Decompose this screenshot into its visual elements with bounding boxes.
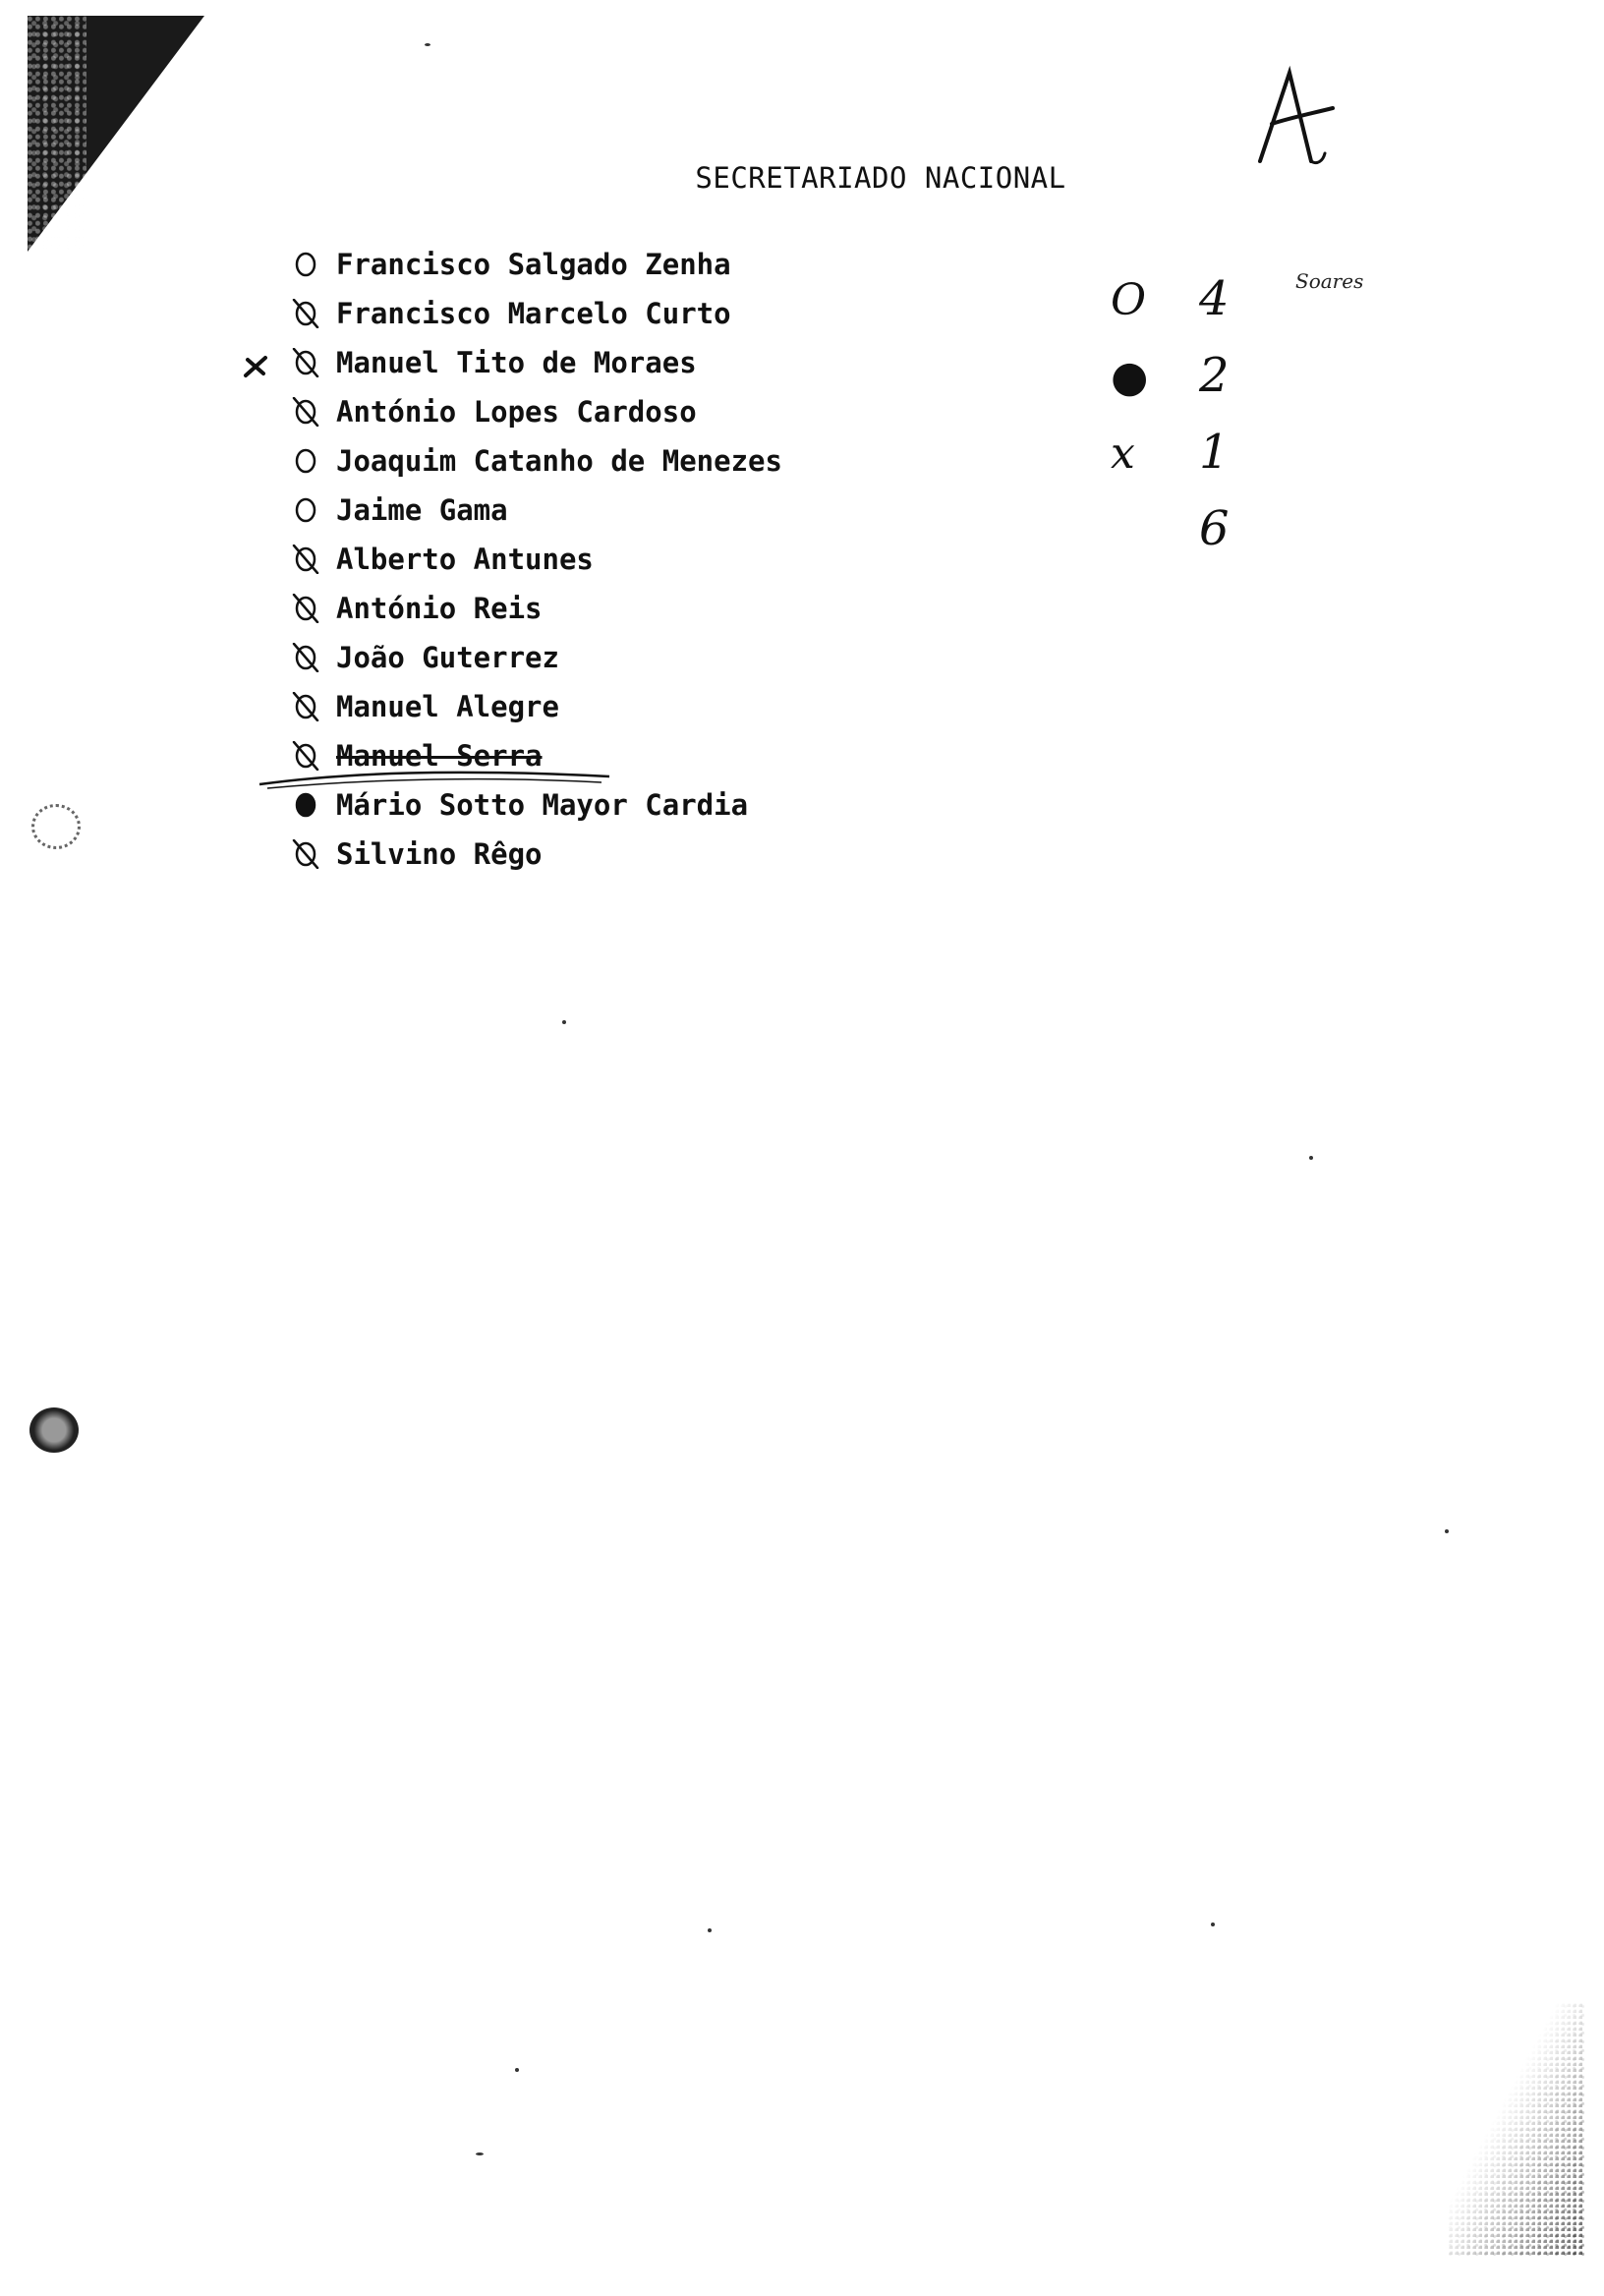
circle-mark-icon — [291, 446, 320, 476]
member-row — [285, 240, 782, 289]
member-name: António Lopes Cardoso — [336, 395, 697, 429]
member-row — [285, 289, 782, 338]
slashed-circle-mark-icon — [291, 545, 320, 574]
slashed-circle-mark-icon — [291, 397, 320, 427]
member-row — [285, 436, 782, 486]
member-row — [285, 830, 782, 879]
tally-symbol: x — [1111, 429, 1135, 479]
punch-hole-bottom — [29, 1407, 79, 1453]
scan-speck — [476, 2152, 484, 2155]
member-name: Francisco Marcelo Curto — [336, 297, 731, 330]
handwritten-note: Soares — [1295, 269, 1364, 293]
document-title: SECRETARIADO NACIONAL — [695, 161, 1066, 195]
member-row — [285, 535, 782, 584]
scan-speck — [1211, 1923, 1215, 1926]
tally-symbol: ● — [1111, 352, 1149, 402]
tally-count: 6 — [1199, 501, 1230, 556]
slashed-circle-mark-icon — [291, 594, 320, 623]
member-row — [285, 486, 782, 535]
tally-count: 2 — [1199, 348, 1230, 403]
scan-corner-noise — [1447, 2001, 1584, 2257]
handwritten-letter-a — [1250, 63, 1339, 171]
tally-count: 1 — [1199, 425, 1230, 480]
member-name: Mário Sotto Mayor Cardia — [336, 788, 749, 822]
circle-mark-icon — [291, 495, 320, 525]
member-name: Silvino Rêgo — [336, 837, 543, 871]
member-name: Francisco Salgado Zenha — [336, 248, 731, 281]
member-name: Manuel Tito de Moraes — [336, 346, 697, 379]
member-row — [285, 682, 782, 731]
slashed-circle-mark-icon — [291, 692, 320, 721]
member-name: António Reis — [336, 592, 543, 625]
handwritten-tally — [1081, 265, 1415, 570]
member-name: Manuel Alegre — [336, 690, 559, 723]
slashed-circle-mark-icon — [291, 839, 320, 869]
scan-speck — [425, 43, 430, 46]
slashed-circle-mark-icon — [291, 643, 320, 672]
scan-speck — [562, 1020, 566, 1024]
tally-symbol: O — [1111, 275, 1147, 325]
member-name: Joaquim Catanho de Menezes — [336, 444, 782, 478]
filled-circle-mark-icon — [291, 790, 320, 820]
circle-mark-icon — [291, 250, 320, 279]
scan-speck — [515, 2068, 519, 2072]
scan-speck — [1445, 1529, 1449, 1533]
slashed-circle-mark-icon — [291, 299, 320, 328]
member-name: Alberto Antunes — [336, 543, 594, 576]
member-name: Manuel Serra — [336, 739, 543, 773]
punch-hole-top — [31, 804, 81, 849]
handwritten-x-mark — [242, 352, 269, 379]
scan-speck — [708, 1928, 712, 1932]
member-row — [285, 387, 782, 436]
member-row — [285, 338, 782, 387]
scan-corner-speckle — [28, 16, 86, 252]
tally-count: 4 — [1199, 271, 1230, 326]
member-row — [285, 633, 782, 682]
member-name: Jaime Gama — [336, 493, 508, 527]
member-row — [285, 584, 782, 633]
member-name: João Guterrez — [336, 641, 559, 674]
slashed-circle-mark-icon — [291, 348, 320, 377]
handwritten-underline — [258, 765, 611, 790]
scan-speck — [1309, 1156, 1313, 1160]
